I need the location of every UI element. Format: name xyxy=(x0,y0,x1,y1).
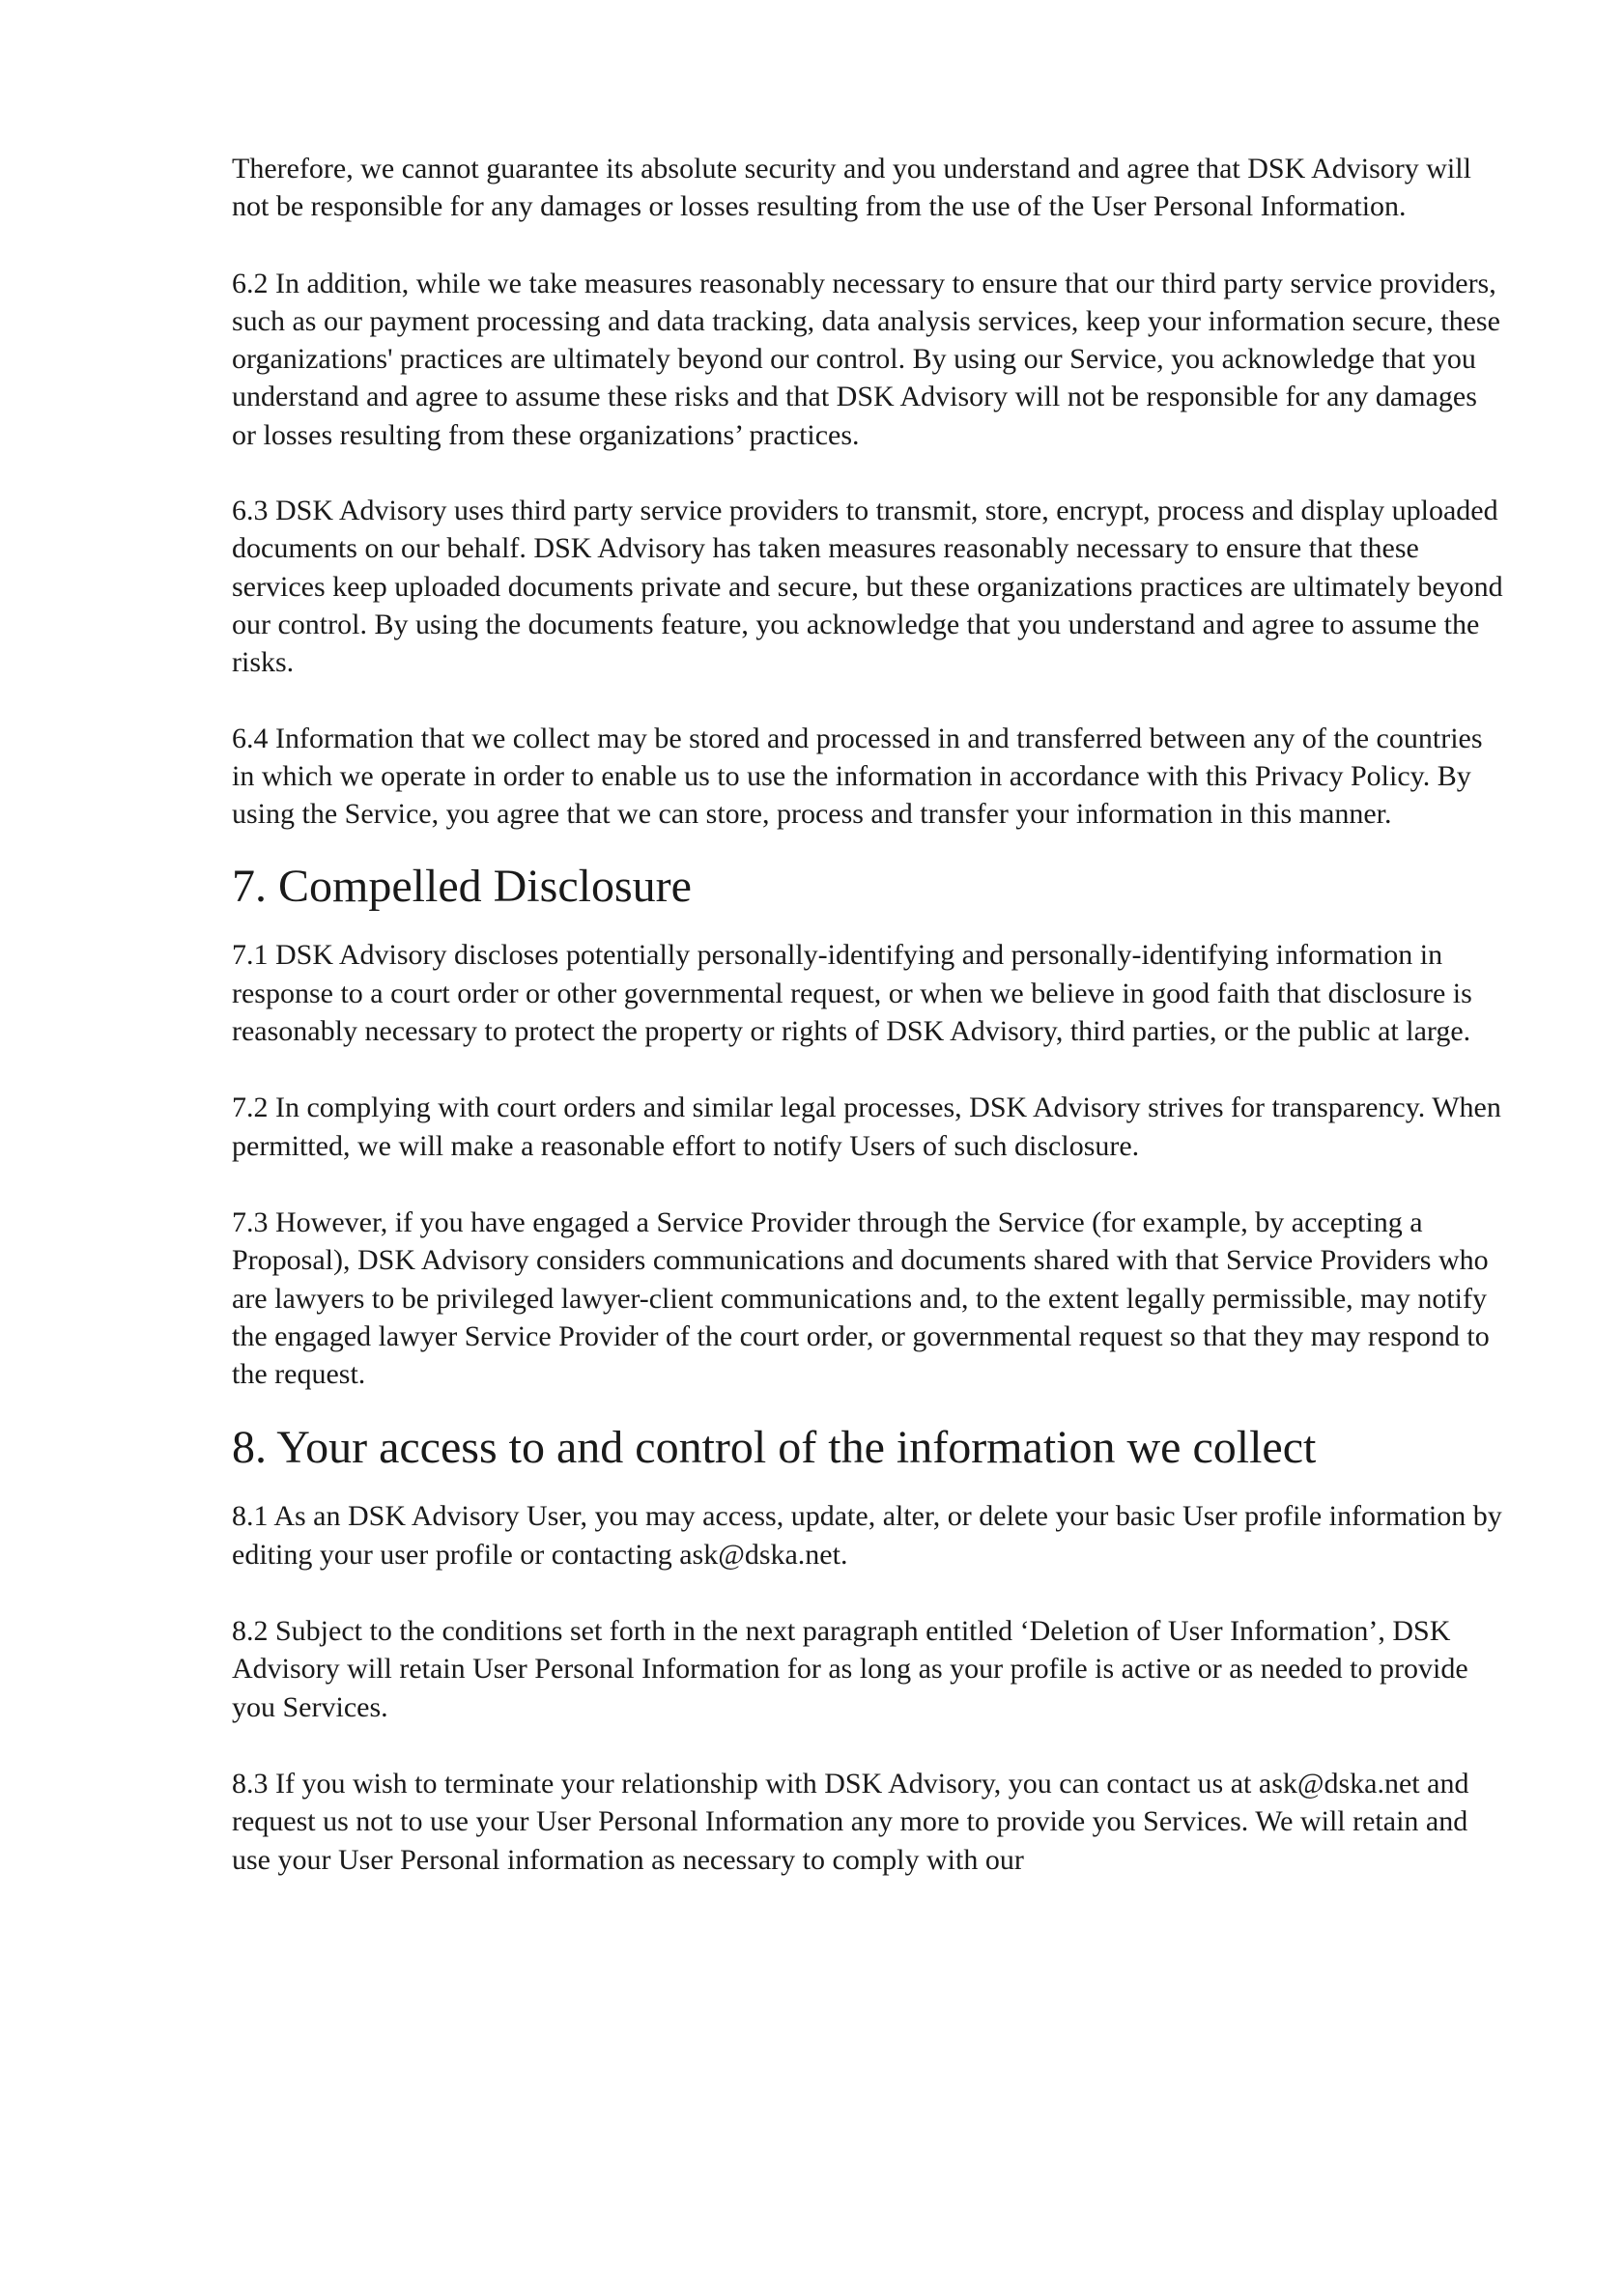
paragraph-8-1: 8.1 As an DSK Advisory User, you may access, update, alter, or delete your basic User profile information by editing your user profile or contacting ask@dska.net. xyxy=(232,1500,1502,1571)
paragraph-6-2: 6.2 In addition, while we take measures reasonably necessary to ensure that our third party service providers, such as our payment processing and data tracking, data analysis services, keep your information secure, these organizations' practices are ultimately beyond our control. By using our Service, you acknowledge that you understand and agree to assume these risks and that DSK Advisory will not be responsible for any damages or losses resulting from these organizations’ practices. xyxy=(232,267,1500,451)
paragraph-8-2: 8.2 Subject to the conditions set forth in the next paragraph entitled ‘Deletion of User Information’, DSK Advisory will retain User Personal Information for as long as your profile is active or as needed to provide you Services. xyxy=(232,1615,1468,1723)
section-heading-access-and-control: 8. Your access to and control of the information we collect xyxy=(232,1422,1317,1474)
paragraph-7-2: 7.2 In complying with court orders and similar legal processes, DSK Advisory strives for transparency. When permitted, we will make a reasonable effort to notify Users of such disclosure. xyxy=(232,1091,1501,1162)
paragraph-6-4: 6.4 Information that we collect may be stored and processed in and transferred between any of the countries in which we operate in order to enable us to use the information in accordance with this Privacy Policy. By using the Service, you agree that we can store, process and transfer your information in this manner. xyxy=(232,722,1483,831)
paragraph-security-disclaimer: Therefore, we cannot guarantee its absolute security and you understand and agree that DSK Advisory will not be responsible for any damages or losses resulting from the use of the User Personal Information. xyxy=(232,153,1471,223)
paragraph-8-3: 8.3 If you wish to terminate your relationship with DSK Advisory, you can contact us at ask@dska.net and request us not to use your User Personal Information any more to provide you Services. We will retain and use your User Personal information as necessary to comply with our xyxy=(232,1767,1469,1876)
paragraph-7-1: 7.1 DSK Advisory discloses potentially personally-identifying and personally-identifying information in response to a court order or other governmental request, or when we believe in good faith that disclosure is reasonably necessary to protect the property or rights of DSK Advisory, third parties, or the public at large. xyxy=(232,939,1472,1048)
paragraph-6-3: 6.3 DSK Advisory uses third party service providers to transmit, store, encrypt, process and display uploaded documents on our behalf. DSK Advisory has taken measures reasonably necessary to ensure that these services keep uploaded documents private and secure, but these organizations practices are ultimately beyond our control. By using the documents feature, you acknowledge that you understand and agree to assume the risks. xyxy=(232,495,1503,679)
section-heading-compelled-disclosure: 7. Compelled Disclosure xyxy=(232,861,692,913)
paragraph-7-3: 7.3 However, if you have engaged a Service Provider through the Service (for example, by accepting a Proposal), DSK Advisory considers communications and documents shared with that Service Providers who are lawyers to be privileged lawyer-client communications and, to the extent legally permissible, may notify the engaged lawyer Service Provider of the court order, or governmental request so that they may respond to the request. xyxy=(232,1205,1490,1391)
